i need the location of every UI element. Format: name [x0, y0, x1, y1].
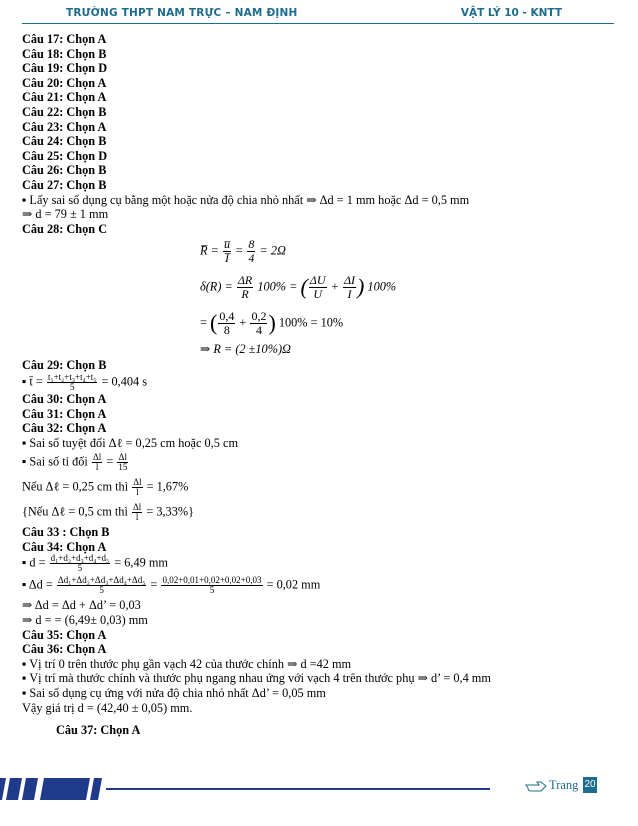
q32-line4: {Nếu Δℓ = 0,5 cm thì $\frac{\Delta l}{l}$ = 3,33%} [22, 502, 195, 523]
answer-line: Câu 23: Chọn A [22, 119, 107, 134]
q27-explanation: ▪ Lấy sai số dụng cụ bằng một hoặc nửa độ chia nhỏ nhất ⇒ Δd = 1 mm hoặc Δd = 0,5 mm [22, 192, 470, 207]
page-footer [0, 766, 638, 806]
q34-title: Câu 34: Chọn A [22, 539, 107, 554]
q28-eq4: ⇒ R = (2 ±10%)Ω [200, 342, 291, 357]
answer-line: Câu 36: Chọn A [22, 642, 107, 657]
q29-formula: ▪ t̄ = $\frac{\text{t₁+t₂+t₃+t₄+t₅}}{5}$ = 0,404 s [22, 371, 148, 392]
q27-result: ⇒ d = 79 ± 1 mm [22, 207, 109, 222]
q28-title: Câu 28: Chọn C [22, 221, 108, 236]
q34-line4: ⇒ d = = (6,49± 0,03) mm [22, 613, 148, 628]
q36-line: ▪ Sai số dụng cụ ứng với nửa độ chia nhỏ nhất Δd’ = 0,05 mm [22, 686, 326, 701]
q36-line: Vậy giá trị d = (42,40 ± 0,05) mm. [22, 700, 193, 715]
answer-line: Câu 17: Chọn A [22, 32, 107, 46]
footer-bar-decoration [0, 778, 490, 800]
page-header [0, 4, 638, 24]
page-number: 20 [583, 777, 597, 793]
answer-line: Câu 26: Chọn B [22, 163, 107, 178]
page-label: Trang [549, 778, 579, 792]
q29-title: Câu 29: Chọn B [22, 358, 107, 373]
answer-line: Câu 21: Chọn A [22, 90, 107, 105]
q32-line3: Nếu Δℓ = 0,25 cm thì $\frac{\Delta l}{l}$ = 1,67% [22, 477, 189, 498]
document-body [22, 32, 622, 738]
answer-line: Câu 20: Chọn A [22, 75, 107, 90]
school-name: TRƯỜNG THPT NAM TRỰC – NAM ĐỊNH [66, 7, 298, 19]
q28-eq2: δ(R) = $\frac{\Delta R}{R}$ 100% = ( $\frac{\Delta U}{U}$ + $\frac{\Delta I}{I}$ ) 100% [200, 273, 397, 302]
q28-eq3: = ( $\frac{0,4}{8}$ + $\frac{0,2}{4}$ ) 100% = 10% [200, 309, 344, 338]
q37-title: Câu 37: Chọn A [56, 723, 141, 738]
q36-line: ▪ Vị trí mà thước chính và thước phụ ngang nhau ứng với vạch 4 trên thước phụ ⇒ d’ = 0,4 mm [22, 671, 491, 686]
q28-eq1: R̅ = $\frac{u̅}{I̅}$ = $\frac{8}{4}$ = 2Ω [200, 237, 286, 266]
subject-name: VẬT LÝ 10 - KNTT [460, 7, 562, 19]
q36-line: ▪ Vị trí 0 trên thước phụ gần vạch 42 của thước chính ⇒ d =42 mm [22, 656, 352, 671]
header-divider [22, 23, 614, 24]
q34-line3: ⇒ Δd = Δd + Δd’ = 0,03 [22, 598, 141, 613]
answer-line: Câu 24: Chọn B [22, 134, 107, 149]
q28-equations [22, 236, 622, 358]
pointing-hand-icon [525, 780, 547, 792]
q34-line1: ▪ d = $\frac{\text{d₁+d₂+d₃+d₄+d₅}}{5}$ = 6,49 mm [22, 553, 168, 574]
answer-line: Câu 27: Chọn B [22, 177, 107, 192]
answer-line: Câu 25: Chọn D [22, 148, 108, 163]
answer-line: Câu 31: Chọn A [22, 406, 107, 421]
answer-line: Câu 22: Chọn B [22, 104, 107, 119]
q32-line2: ▪ Sai số tỉ đối $\frac{\Delta l}{l}$ = $\frac{\Delta l}{15}$ [22, 452, 128, 473]
answer-line: Câu 35: Chọn A [22, 627, 107, 642]
q33-title: Câu 33 : Chọn B [22, 525, 110, 540]
answer-line: Câu 32: Chọn A [22, 421, 107, 436]
q34-line2: ▪ Δd = $\frac{\text{Δd₁+Δd₂+Δd₃+Δd₄+Δd₅}}{5}$ = $\frac{0,02+0,01+0,02+0,02+0,03}{5}$ = 0,02 mm [22, 575, 321, 596]
q32-line1: ▪ Sai số tuyệt đối Δℓ = 0,25 cm hoặc 0,5 cm [22, 435, 239, 450]
answer-line: Câu 30: Chọn A [22, 391, 107, 406]
answer-line: Câu 19: Chọn D [22, 61, 108, 76]
answer-line: Câu 18: Chọn B [22, 46, 107, 61]
